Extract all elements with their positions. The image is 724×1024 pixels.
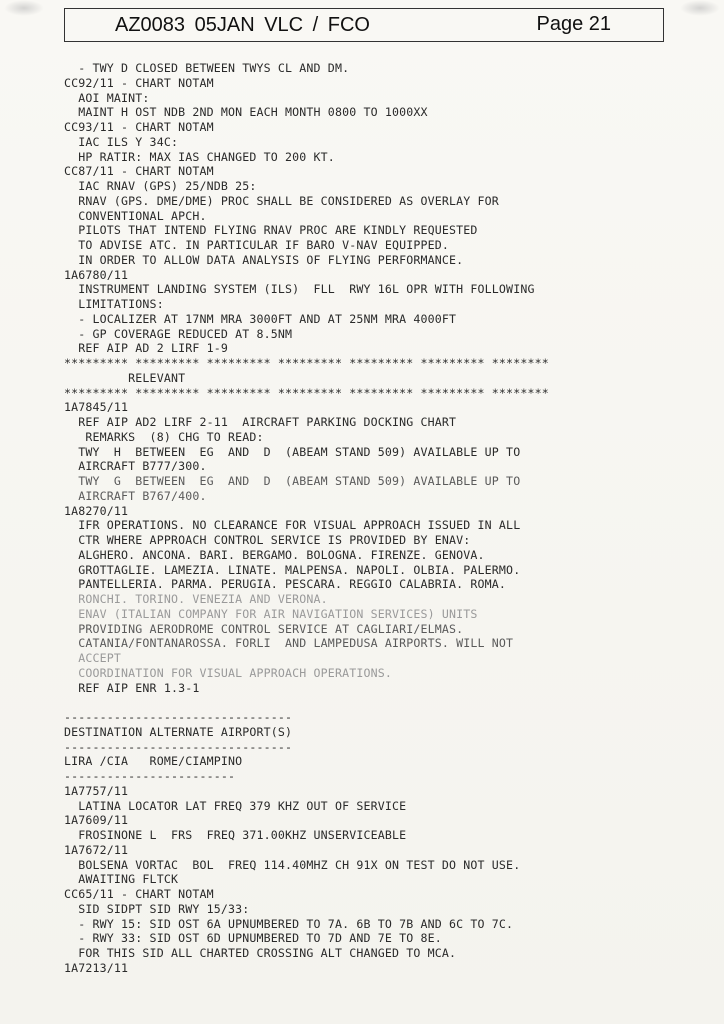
notam-text-body [64,61,549,976]
text-line: AOI MAINT: [64,90,150,105]
text-line: IAC ILS Y 34C: [64,134,179,149]
text-line: RNAV (GPS. DME/DME) PROC SHALL BE CONSIDERED AS OVERLAY FOR [64,193,499,208]
text-line: TO ADVISE ATC. IN PARTICULAR IF BARO V-NAV EQUIPPED. [64,238,450,252]
text-line: - TWY D CLOSED BETWEEN TWYS CL AND DM. [64,61,350,75]
text-line: DESTINATION ALTERNATE AIRPORT(S) [64,724,293,739]
page-header [64,8,664,42]
text-line: INSTRUMENT LANDING SYSTEM (ILS) FLL RWY 16L OPR WITH FOLLOWING [64,282,535,297]
text-line: - RWY 15: SID OST 6A UPNUMBERED TO 7A. 6B TO 7B AND 6C TO 7C. [64,916,514,931]
text-line: FROSINONE L FRS FREQ 371.00KHZ UNSERVICEABLE [64,828,407,842]
text-line: AIRCRAFT B767/400. [64,488,207,503]
text-line: CATANIA/FONTANAROSSA. FORLI AND LAMPEDUSA AIRPORTS. WILL NOT [64,636,514,651]
text-line: RONCHI. TORINO. VENEZIA AND VERONA. [64,592,328,606]
text-line: CONVENTIONAL APCH. [64,208,207,223]
text-line: REF AIP ENR 1.3-1 [64,680,200,695]
text-line: 1A7213/11 [64,960,129,975]
text-line: IAC RNAV (GPS) 25/NDB 25: [64,179,257,193]
text-line: CC65/11 - CHART NOTAM [64,887,214,901]
text-line: ALGHERO. ANCONA. BARI. BERGAMO. BOLOGNA. FIRENZE. GENOVA. [64,547,485,562]
text-line: HP RATIR: MAX IAS CHANGED TO 200 KT. [64,149,335,164]
text-line: IN ORDER TO ALLOW DATA ANALYSIS OF FLYING PERFORMANCE. [64,252,464,267]
text-line: FOR THIS SID ALL CHARTED CROSSING ALT CHANGED TO MCA. [64,946,457,960]
text-line: LIMITATIONS: [64,297,164,311]
text-line: 1A6780/11 [64,267,129,282]
text-line: RELEVANT [64,370,186,385]
text-line: BOLSENA VORTAC BOL FREQ 114.40MHZ CH 91X ON TEST DO NOT USE. [64,857,521,872]
text-line: PROVIDING AERODROME CONTROL SERVICE AT CAGLIARI/ELMAS. [64,621,464,636]
text-line: REF AIP AD 2 LIRF 1-9 [64,341,228,356]
text-line: -------------------------------- [64,710,293,724]
text-line: SID SIDPT SID RWY 15/33: [64,901,250,916]
text-line: REMARKS (8) CHG TO READ: [64,429,264,444]
text-line: - LOCALIZER AT 17NM MRA 3000FT AND AT 25NM MRA 4000FT [64,311,457,326]
text-line: ACCEPT [64,651,122,665]
text-line: TWY H BETWEEN EG AND D (ABEAM STAND 509) AVAILABLE UP TO [64,444,521,459]
text-line: PILOTS THAT INTEND FLYING RNAV PROC ARE KINDLY REQUESTED [64,223,478,238]
text-line: ------------------------ [64,769,236,783]
text-line: IFR OPERATIONS. NO CLEARANCE FOR VISUAL APPROACH ISSUED IN ALL [64,518,521,533]
text-line: GROTTAGLIE. LAMEZIA. LINATE. MALPENSA. NAPOLI. OLBIA. PALERMO. [64,562,521,577]
text-line: MAINT H OST NDB 2ND MON EACH MONTH 0800 TO 1000XX [64,105,428,120]
scan-corner-mark [4,0,44,16]
text-line: CC87/11 - CHART NOTAM [64,164,214,179]
text-line: CTR WHERE APPROACH CONTROL SERVICE IS PROVIDED BY ENAV: [64,533,471,547]
text-line: LATINA LOCATOR LAT FREQ 379 KHZ OUT OF SERVICE [64,798,407,813]
text-line: AIRCRAFT B777/300. [64,459,207,474]
text-line: ********* ********* ********* ********* ********* ********* ******** [64,356,549,370]
scan-corner-mark [680,0,720,16]
text-line [64,695,549,710]
text-line: 1A7845/11 [64,400,129,415]
text-line: - GP COVERAGE REDUCED AT 8.5NM [64,326,293,341]
text-line: CC93/11 - CHART NOTAM [64,120,214,134]
text-line: LIRA /CIA ROME/CIAMPINO [64,754,243,769]
flight-title: AZ0083 05JAN VLC / FCO [115,14,370,36]
text-line: - RWY 33: SID OST 6D UPNUMBERED TO 7D AND 7E TO 8E. [64,931,442,946]
text-line: 1A8270/11 [64,503,129,518]
text-line: ENAV (ITALIAN COMPANY FOR AIR NAVIGATION SERVICES) UNITS [64,606,478,621]
page-number: Page 21 [536,13,611,35]
text-line: COORDINATION FOR VISUAL APPROACH OPERATIONS. [64,665,392,680]
text-line: 1A7757/11 [64,783,129,798]
text-line: -------------------------------- [64,739,293,754]
text-line: PANTELLERIA. PARMA. PERUGIA. PESCARA. REGGIO CALABRIA. ROMA. [64,577,507,592]
text-line: CC92/11 - CHART NOTAM [64,75,214,90]
text-line: 1A7672/11 [64,842,129,857]
text-line: AWAITING FLTCK [64,872,179,887]
text-line: ********* ********* ********* ********* ********* ********* ******** [64,385,549,400]
text-line: 1A7609/11 [64,813,129,828]
text-line: TWY G BETWEEN EG AND D (ABEAM STAND 509) AVAILABLE UP TO [64,474,521,488]
text-line: REF AIP AD2 LIRF 2-11 AIRCRAFT PARKING DOCKING CHART [64,415,457,429]
